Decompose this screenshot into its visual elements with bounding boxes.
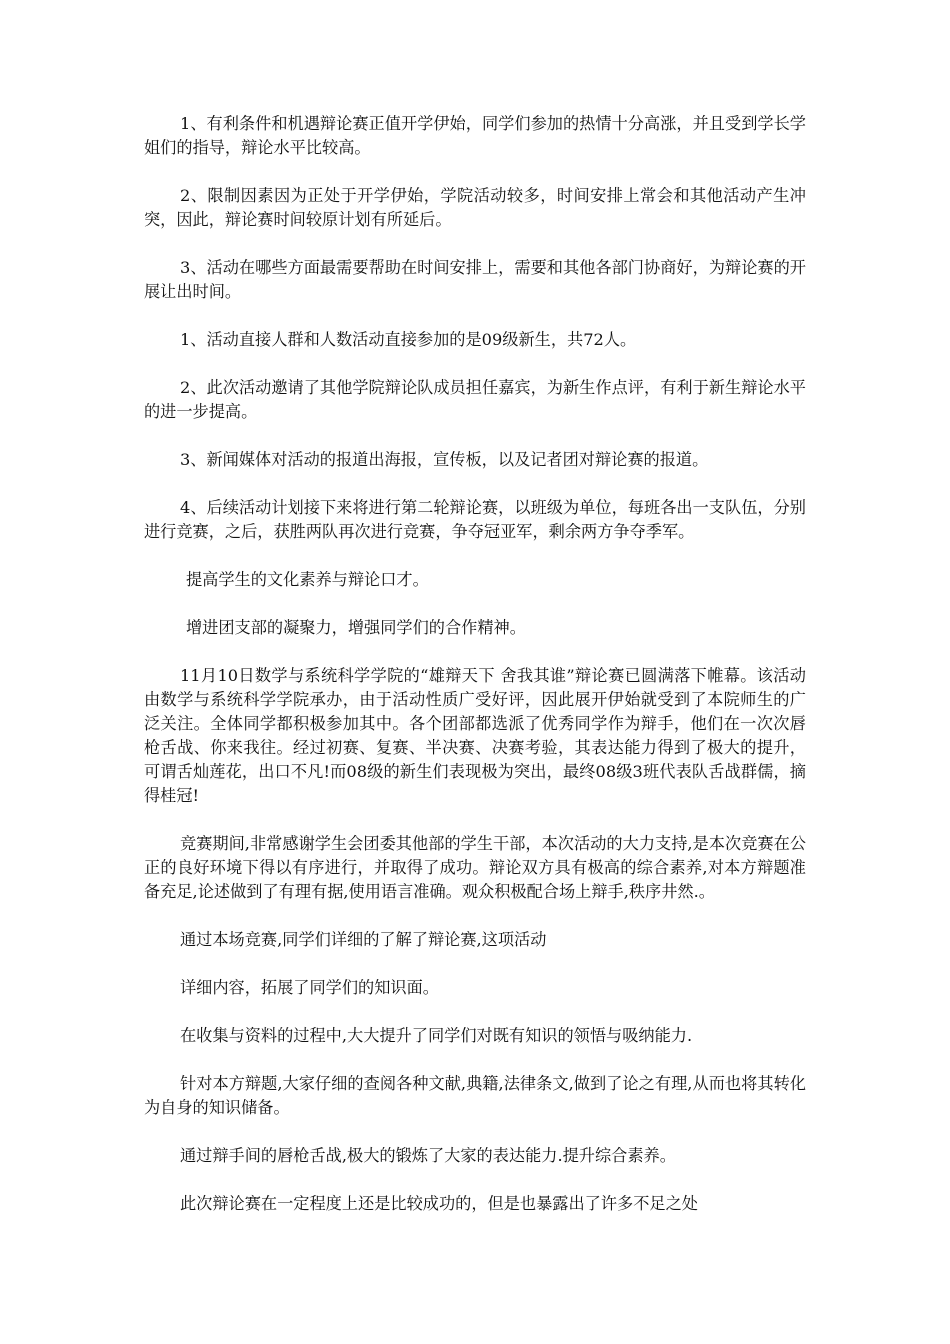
document-body	[144, 112, 806, 1240]
paragraph-knowledge: 详细内容，拓展了同学们的知识面。	[180, 978, 439, 997]
paragraph-expression: 通过辩手间的唇枪舌战,极大的锻炼了大家的表达能力.提升综合素养。	[180, 1146, 676, 1165]
paragraph-limiting-factors: 2、限制因素因为正处于开学伊始，学院活动较多，时间安排上常会和其他活动产生冲突，因此，辩论赛时间较原计划有所延后。	[144, 186, 806, 229]
paragraph-goal-cohesion: 增进团支部的凝聚力，增强同学们的合作精神。	[186, 618, 526, 637]
paragraph-media: 3、新闻媒体对活动的报道出海报，宣传板，以及记者团对辩论赛的报道。	[180, 450, 709, 469]
paragraph-shortcomings: 此次辩论赛在一定程度上还是比较成功的，但是也暴露出了许多不足之处	[180, 1194, 698, 1213]
paragraph-acknowledgement: 竞赛期间,非常感谢学生会团委其他部的学生干部，本次活动的大力支持,是本次竞赛在公正的良好环境下得以有序进行，并取得了成功。辩论双方具有极高的综合素养,对本方辩题准备充足,论述做到了有理有据,使用语言准确。观众积极配合场上辩手,秩序井然.。	[144, 834, 806, 901]
paragraph-participants: 1、活动直接人群和人数活动直接参加的是09级新生，共72人。	[180, 330, 637, 349]
paragraph-collection: 在收集与资料的过程中,大大提升了同学们对既有知识的领悟与吸纳能力.	[180, 1026, 693, 1045]
paragraph-event-summary: 11月10日数学与系统科学学院的“雄辩天下 舍我其谁”辩论赛已圆满落下帷幕。该活动由数学与系统科学学院承办，由于活动性质广受好评，因此展开伊始就受到了本院师生的广泛关注。全体同学都积极参加其中。各个团部都选派了优秀同学作为辩手，他们在一次次唇枪舌战、你来我往。经过初赛、复赛、半决赛、决赛考验，其表达能力得到了极大的提升，可谓舌灿莲花，出口不凡!而08级的新生们表现极为突出，最终08级3班代表队舌战群儒，摘得桂冠!	[144, 666, 806, 805]
paragraph-research: 针对本方辩题,大家仔细的查阅各种文献,典籍,法律条文,做到了论之有理,从而也将其转化为自身的知识储备。	[144, 1074, 806, 1117]
paragraph-follow-up: 4、后续活动计划接下来将进行第二轮辩论赛，以班级为单位，每班各出一支队伍，分别进行竞赛，之后，获胜两队再次进行竞赛，争夺冠亚军，剩余两方争夺季军。	[144, 498, 806, 541]
paragraph-help-needed: 3、活动在哪些方面最需要帮助在时间安排上，需要和其他各部门协商好，为辩论赛的开展让出时间。	[144, 258, 806, 301]
paragraph-favorable-conditions: 1、有利条件和机遇辩论赛正值开学伊始，同学们参加的热情十分高涨，并且受到学长学姐们的指导，辩论水平比较高。	[144, 114, 806, 157]
paragraph-understanding: 通过本场竞赛,同学们详细的了解了辩论赛,这项活动	[180, 930, 547, 949]
paragraph-goal-culture: 提高学生的文化素养与辩论口才。	[186, 570, 429, 589]
paragraph-guests: 2、此次活动邀请了其他学院辩论队成员担任嘉宾，为新生作点评，有利于新生辩论水平的进一步提高。	[144, 378, 806, 421]
